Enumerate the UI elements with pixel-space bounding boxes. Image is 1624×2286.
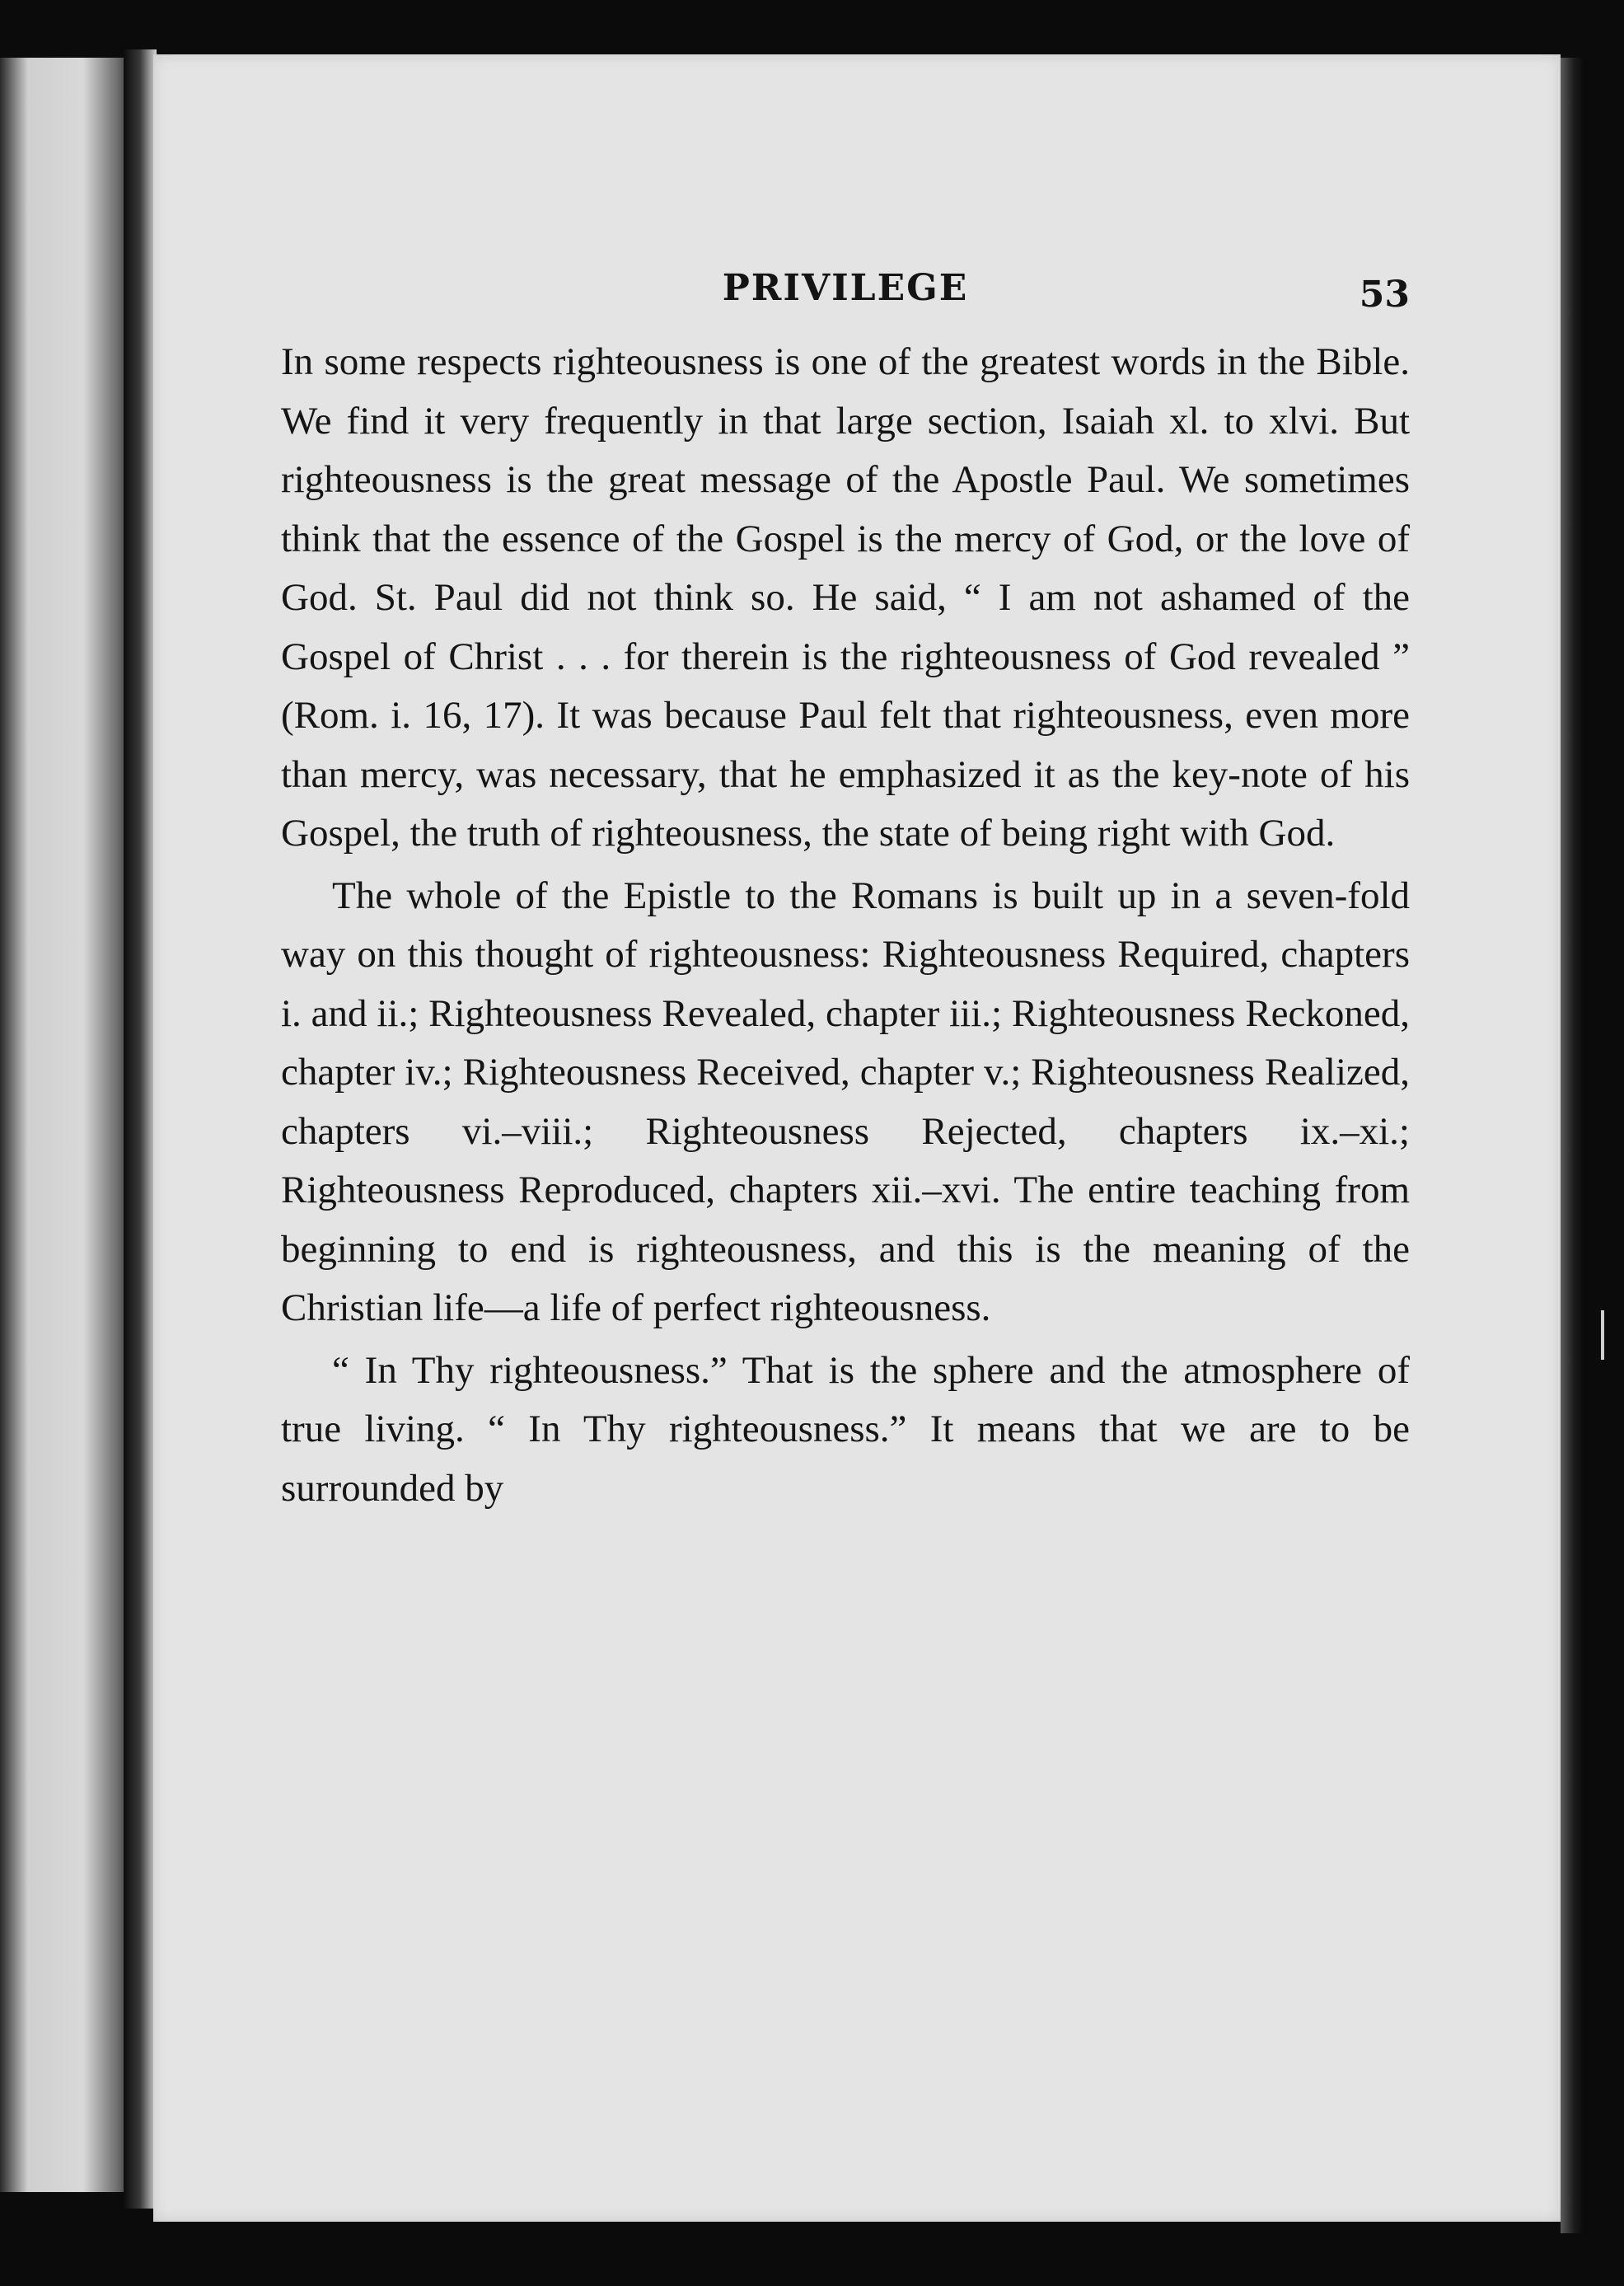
paragraph-1: In some respects righteousness is one of the greatest words in the Bible. We find it very frequently in that large section, Isaiah xl. to xlvi. But righteousness is the great message of the Apostle Paul. We sometimes think that the essence of the Gospel is the mercy of God, or the love of God. St. Paul did not think so. He said, “ I am not ashamed of the Gospel of Christ . . . for therein is the righteousness of God revealed ” (Rom. i. 16, 17). It was because Paul felt that righteousness, even more than mercy, was necessary, that he emphasized it as the key-note of his Gospel, the truth of righteousness, the state of being right with God. bbox=[281, 340, 1410, 855]
paragraph-3: “ In Thy righteousness.” That is the sphere and the atmosphere of true living. “ In Thy righteousness.” It means that we are to be surrounded by bbox=[281, 1348, 1410, 1510]
body-text bbox=[281, 333, 1410, 1518]
page-number: 53 bbox=[1359, 274, 1410, 316]
right-page-edge bbox=[1561, 58, 1584, 2233]
paragraph-2: The whole of the Epistle to the Romans is built up in a seven-fold way on this thought of righteousness: Righteousness Required, chapters i. and ii.; Righteousness Revealed, chapter iii.; Righteousness Reckoned, chapter iv.; Righteousness Received, chapter v.; Righteousness Realized, chapters vi.–viii.; Righteousness Rejected, chapters ix.–xi.; Righteousness Reproduced, chapters xii.–xvi. The entire teaching from beginning to end is righteousness, and this is the meaning of the Christian life—a life of perfect righteousness. bbox=[281, 874, 1410, 1329]
book-page bbox=[153, 54, 1561, 2222]
running-head bbox=[281, 267, 1410, 333]
left-page-edge bbox=[0, 58, 138, 2192]
book-spine-shadow bbox=[124, 49, 157, 2209]
scan-edge-mark bbox=[1601, 1310, 1604, 1360]
running-title: PRIVILEGE bbox=[722, 267, 969, 309]
